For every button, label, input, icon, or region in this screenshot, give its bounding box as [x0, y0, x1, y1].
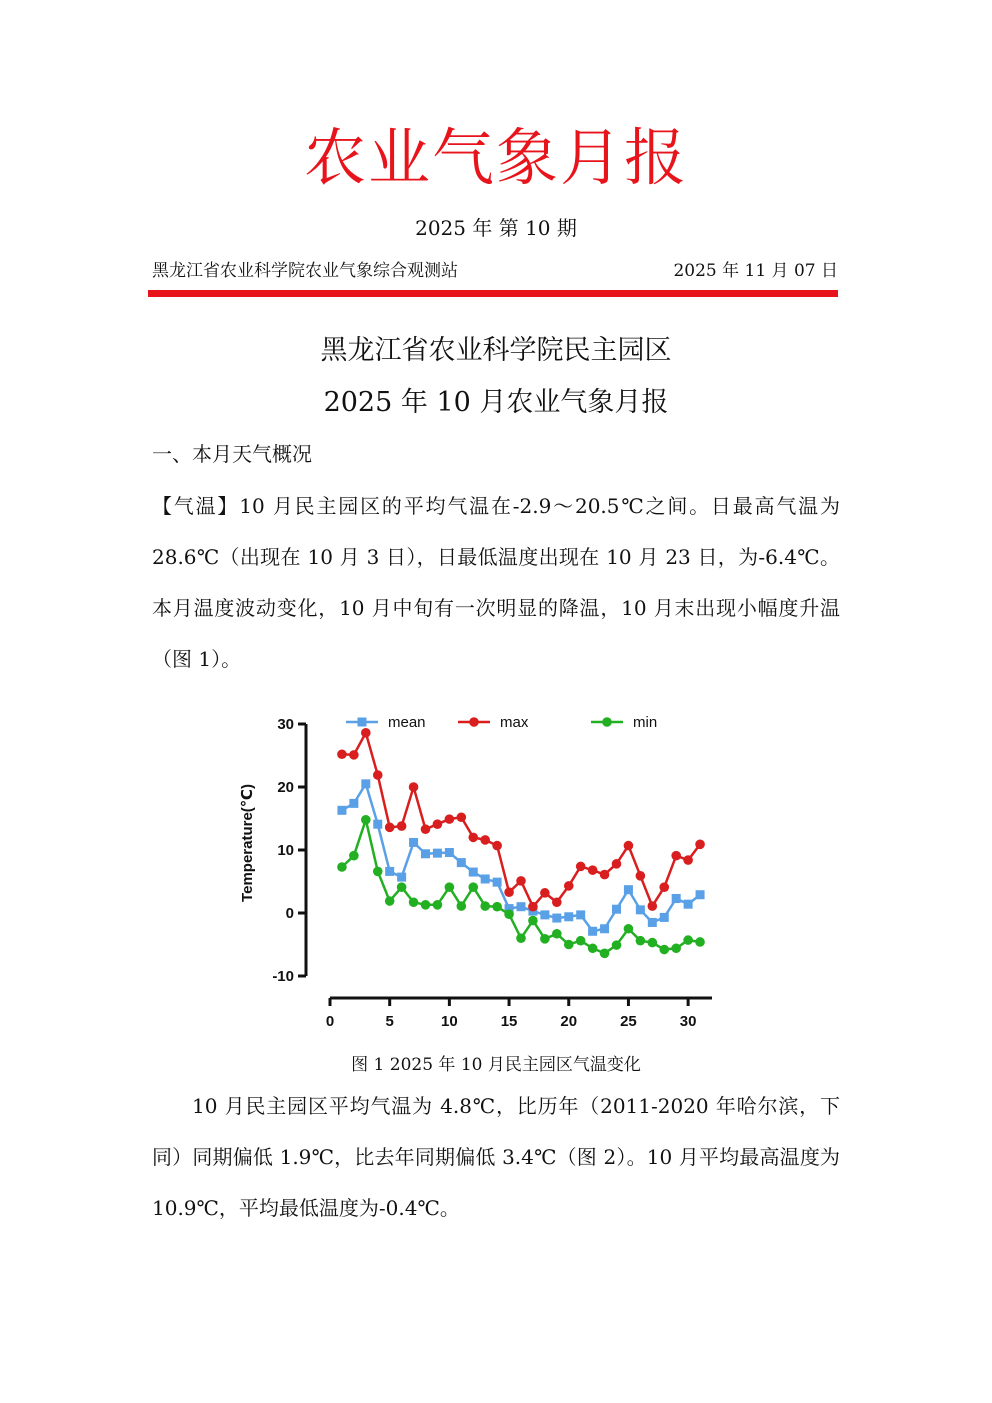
- station-name: 黑龙江省农业科学院农业气象综合观测站: [152, 261, 458, 281]
- legend-label: mean: [388, 714, 426, 731]
- data-point-max: [683, 855, 693, 865]
- data-point-max: [468, 833, 478, 843]
- data-point-max: [421, 824, 431, 834]
- data-point-mean: [684, 900, 693, 909]
- data-point-mean: [624, 885, 633, 894]
- data-point-mean: [361, 779, 370, 788]
- data-point-mean: [385, 867, 394, 876]
- data-point-min: [624, 924, 634, 934]
- data-point-min: [373, 867, 383, 877]
- data-point-min: [648, 938, 658, 948]
- data-point-mean: [481, 874, 490, 883]
- data-point-mean: [445, 848, 454, 857]
- data-point-min: [468, 882, 478, 892]
- data-point-mean: [540, 910, 549, 919]
- data-point-max: [361, 728, 371, 738]
- data-point-max: [624, 841, 634, 851]
- data-point-min: [480, 901, 490, 911]
- data-point-mean: [409, 838, 418, 847]
- data-point-mean: [349, 799, 358, 808]
- data-point-max: [588, 865, 598, 875]
- data-point-mean: [552, 914, 561, 923]
- data-point-mean: [576, 910, 585, 919]
- data-point-min: [612, 940, 622, 950]
- x-tick-label: 25: [620, 1013, 637, 1030]
- series-line-min: [342, 820, 700, 954]
- data-point-max: [659, 882, 669, 892]
- y-tick-label: -10: [272, 968, 294, 985]
- section-heading-weather: 一、本月天气概况: [152, 442, 312, 466]
- data-point-min: [659, 945, 669, 955]
- data-point-max: [516, 876, 526, 886]
- data-point-mean: [517, 902, 526, 911]
- data-point-mean: [469, 868, 478, 877]
- data-point-max: [671, 851, 681, 861]
- data-point-min: [695, 937, 705, 947]
- data-point-max: [564, 881, 574, 891]
- data-point-max: [409, 782, 419, 792]
- x-tick-label: 15: [500, 1013, 518, 1030]
- report-title-line2: 2025 年 10 月农业气象月报: [323, 387, 669, 418]
- data-point-max: [504, 887, 514, 897]
- data-point-max: [337, 749, 347, 759]
- chart-series: [337, 728, 705, 958]
- series-max: [337, 728, 705, 911]
- data-point-max: [612, 859, 622, 869]
- data-point-mean: [373, 820, 382, 829]
- paragraph-temperature: 【气温】10 月民主园区的平均气温在-2.9～20.5℃之间。日最高气温为 28.6℃（出现在 10 月 3 日），日最低温度出现在 10 月 23 日，为-6.4℃。本月温度波动变化，10 月中旬有一次明显的降温，10 月末出现小幅度升温（图 1）。: [152, 494, 840, 671]
- data-point-min: [576, 936, 586, 946]
- data-point-min: [540, 934, 550, 944]
- legend-label: min: [633, 714, 658, 731]
- header-divider: [148, 290, 838, 297]
- paragraph-average-temperature: 10 月民主园区平均气温为 4.8℃，比历年（2011-2020 年哈尔滨，下同）同期偏低 1.9℃，比去年同期偏低 3.4℃（图 2）。10 月平均最高温度为 10.9℃，平均最低温度为-0.4℃。: [152, 1094, 840, 1220]
- report-title-line1: 黑龙江省农业科学院民主园区: [320, 335, 672, 366]
- temperature-chart: [230, 700, 730, 1050]
- y-tick-label: 10: [277, 842, 294, 859]
- legend-marker: [358, 718, 367, 727]
- publish-date: 2025 年 11 月 07 日: [673, 261, 838, 281]
- data-point-min: [445, 882, 455, 892]
- data-point-min: [528, 916, 538, 926]
- data-point-mean: [660, 913, 669, 922]
- data-point-mean: [457, 858, 466, 867]
- data-point-max: [373, 770, 383, 780]
- y-tick-label: 0: [285, 905, 294, 922]
- data-point-mean: [600, 924, 609, 933]
- legend-marker: [602, 717, 612, 727]
- data-point-mean: [588, 927, 597, 936]
- data-point-min: [588, 943, 598, 953]
- data-point-max: [528, 902, 538, 912]
- data-point-max: [480, 835, 490, 845]
- data-point-min: [397, 882, 407, 892]
- data-point-min: [385, 896, 395, 906]
- chart-y-axis-label: Temperature(℃): [239, 784, 256, 902]
- data-point-mean: [337, 806, 346, 815]
- data-point-mean: [696, 890, 705, 899]
- data-point-min: [683, 935, 693, 945]
- data-point-min: [600, 949, 610, 959]
- data-point-max: [576, 862, 586, 872]
- masthead-title: 农业气象月报: [303, 121, 688, 194]
- data-point-mean: [636, 905, 645, 914]
- data-point-min: [409, 897, 419, 907]
- legend-item-max: [458, 714, 529, 731]
- data-point-max: [600, 870, 610, 880]
- data-point-mean: [397, 873, 406, 882]
- data-point-mean: [433, 849, 442, 858]
- x-tick-label: 10: [441, 1013, 458, 1030]
- data-point-max: [492, 841, 502, 851]
- x-tick-label: 20: [560, 1013, 578, 1030]
- data-point-max: [397, 821, 407, 831]
- data-point-max: [648, 901, 658, 911]
- data-point-min: [671, 943, 681, 953]
- data-point-min: [457, 901, 467, 911]
- data-point-mean: [672, 894, 681, 903]
- data-point-mean: [564, 912, 573, 921]
- data-point-max: [385, 823, 395, 833]
- data-point-max: [695, 840, 705, 850]
- data-point-max: [636, 871, 646, 881]
- data-point-mean: [421, 849, 430, 858]
- legend-label: max: [500, 714, 529, 731]
- legend-marker: [469, 717, 479, 727]
- data-point-min: [516, 933, 526, 943]
- data-point-min: [492, 902, 502, 912]
- data-point-min: [361, 815, 371, 825]
- data-point-min: [564, 940, 574, 950]
- data-point-max: [445, 814, 455, 824]
- legend-item-min: [591, 714, 657, 731]
- data-point-min: [433, 900, 443, 910]
- data-point-max: [540, 888, 550, 898]
- legend-item-mean: [346, 714, 426, 731]
- x-tick-label: 0: [325, 1013, 335, 1030]
- data-point-max: [457, 812, 467, 822]
- series-min: [337, 815, 705, 958]
- data-point-max: [433, 819, 443, 829]
- data-point-mean: [612, 905, 621, 914]
- x-tick-label: 5: [385, 1013, 394, 1030]
- data-point-min: [421, 900, 431, 910]
- data-point-mean: [648, 918, 657, 927]
- figure1-caption: 图 1 2025 年 10 月民主园区气温变化: [351, 1055, 641, 1075]
- data-point-min: [337, 862, 347, 872]
- chart-axes: [272, 716, 712, 1030]
- series-mean: [337, 779, 704, 935]
- x-tick-label: 30: [679, 1013, 697, 1030]
- data-point-max: [552, 897, 562, 907]
- data-point-min: [636, 936, 646, 946]
- chart-legend: [346, 714, 657, 731]
- data-point-mean: [493, 878, 502, 887]
- y-tick-label: 30: [277, 716, 294, 733]
- data-point-max: [349, 750, 359, 760]
- data-point-min: [504, 909, 514, 919]
- y-tick-label: 20: [277, 779, 294, 796]
- issue-number: 2025 年 第 10 期: [415, 216, 577, 240]
- data-point-min: [349, 851, 359, 861]
- data-point-min: [552, 929, 562, 939]
